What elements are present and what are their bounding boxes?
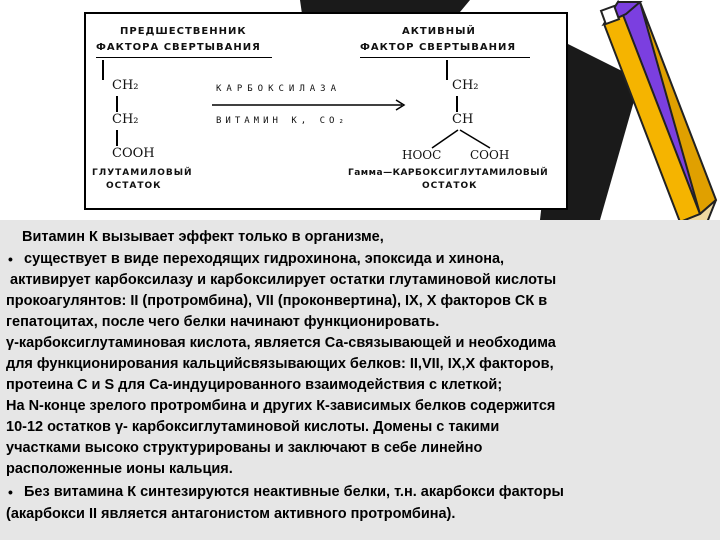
- text-line-5: гепатоцитах, после чего белки начинают функционировать.: [6, 314, 440, 330]
- text-panel: [0, 220, 720, 540]
- text-line-3: активирует карбоксилазу и карбоксилирует остатки глутаминовой кислоты: [10, 272, 557, 288]
- text-line-9: На N-конце зрелого протромбина и других К-зависимых белков содержится: [6, 398, 556, 414]
- right-bond-mid: [456, 96, 458, 112]
- left-caption-2: ОСТАТОК: [106, 181, 162, 191]
- text-line-12: расположенные ионы кальция.: [6, 461, 233, 477]
- right-caption-2: ОСТАТОК: [422, 181, 478, 191]
- right-ch2: CH₂: [452, 78, 479, 93]
- left-title-1: ПРЕДШЕСТВЕННИК: [120, 26, 247, 37]
- text-line-14: (акарбокси II является антагонистом активного протромбина).: [6, 506, 456, 522]
- right-branch-bonds: [416, 128, 506, 150]
- text-line-1: Витамин К вызывает эффект только в организме,: [22, 229, 384, 245]
- left-bond-mid: [116, 96, 118, 112]
- text-line-6: γ-карбоксиглутаминовая кислота, является Са-связывающей и необходима: [6, 335, 556, 351]
- text-line-2: существует в виде переходящих гидрохинона, эпоксида и хинона,: [24, 251, 505, 267]
- text-line-4: прокоагулянтов: II (протромбина), VII (проконвертина), IX, X факторов СК в: [6, 293, 548, 309]
- right-title-1: АКТИВНЫЙ: [402, 26, 476, 37]
- left-ch2-mid: CH₂: [112, 112, 139, 127]
- right-ch: CH: [452, 112, 474, 127]
- right-cooh: COOH: [470, 148, 510, 162]
- right-title-underline: [360, 57, 530, 58]
- text-line-10: 10-12 остатков γ- карбоксиглутаминовой кислоты. Домены с такими: [6, 419, 500, 435]
- left-title-underline: [96, 57, 272, 58]
- right-title-2: ФАКТОР СВЕРТЫВАНИЯ: [360, 42, 517, 53]
- left-ch2-top: CH₂: [112, 78, 139, 93]
- text-line-11: участками высоко структурированы и заключают в себе линейно: [6, 440, 483, 456]
- right-hooc: HOOC: [402, 148, 442, 162]
- reaction-arrow: [212, 98, 412, 112]
- reaction-scheme: [84, 12, 568, 210]
- left-cooh: COOH: [112, 146, 155, 161]
- text-line-8: протеина С и S для Са-индуцированного взаимодействия с клеткой;: [6, 377, 503, 393]
- right-bond-top: [446, 60, 448, 80]
- left-bond-low: [116, 130, 118, 146]
- left-title-2: ФАКТОРА СВЕРТЫВАНИЯ: [96, 42, 261, 53]
- left-bond-top: [102, 60, 104, 80]
- arrow-label-enzyme: КАРБОКСИЛАЗА: [216, 84, 342, 94]
- right-caption-1: Гамма—КАРБОКСИГЛУТАМИЛОВЫЙ: [348, 168, 549, 178]
- left-caption-1: ГЛУТАМИЛОВЫЙ: [92, 168, 193, 178]
- text-line-7: для функционирования кальцийсвязывающих белков: II,VII, IX,X факторов,: [6, 356, 554, 372]
- text-line-13: Без витамина К синтезируются неактивные белки, т.н. акарбокси факторы: [24, 484, 564, 500]
- bullet-2: •: [8, 484, 13, 500]
- arrow-label-cofactor: ВИТАМИН K, CO₂: [216, 116, 348, 126]
- bullet-1: •: [8, 251, 13, 267]
